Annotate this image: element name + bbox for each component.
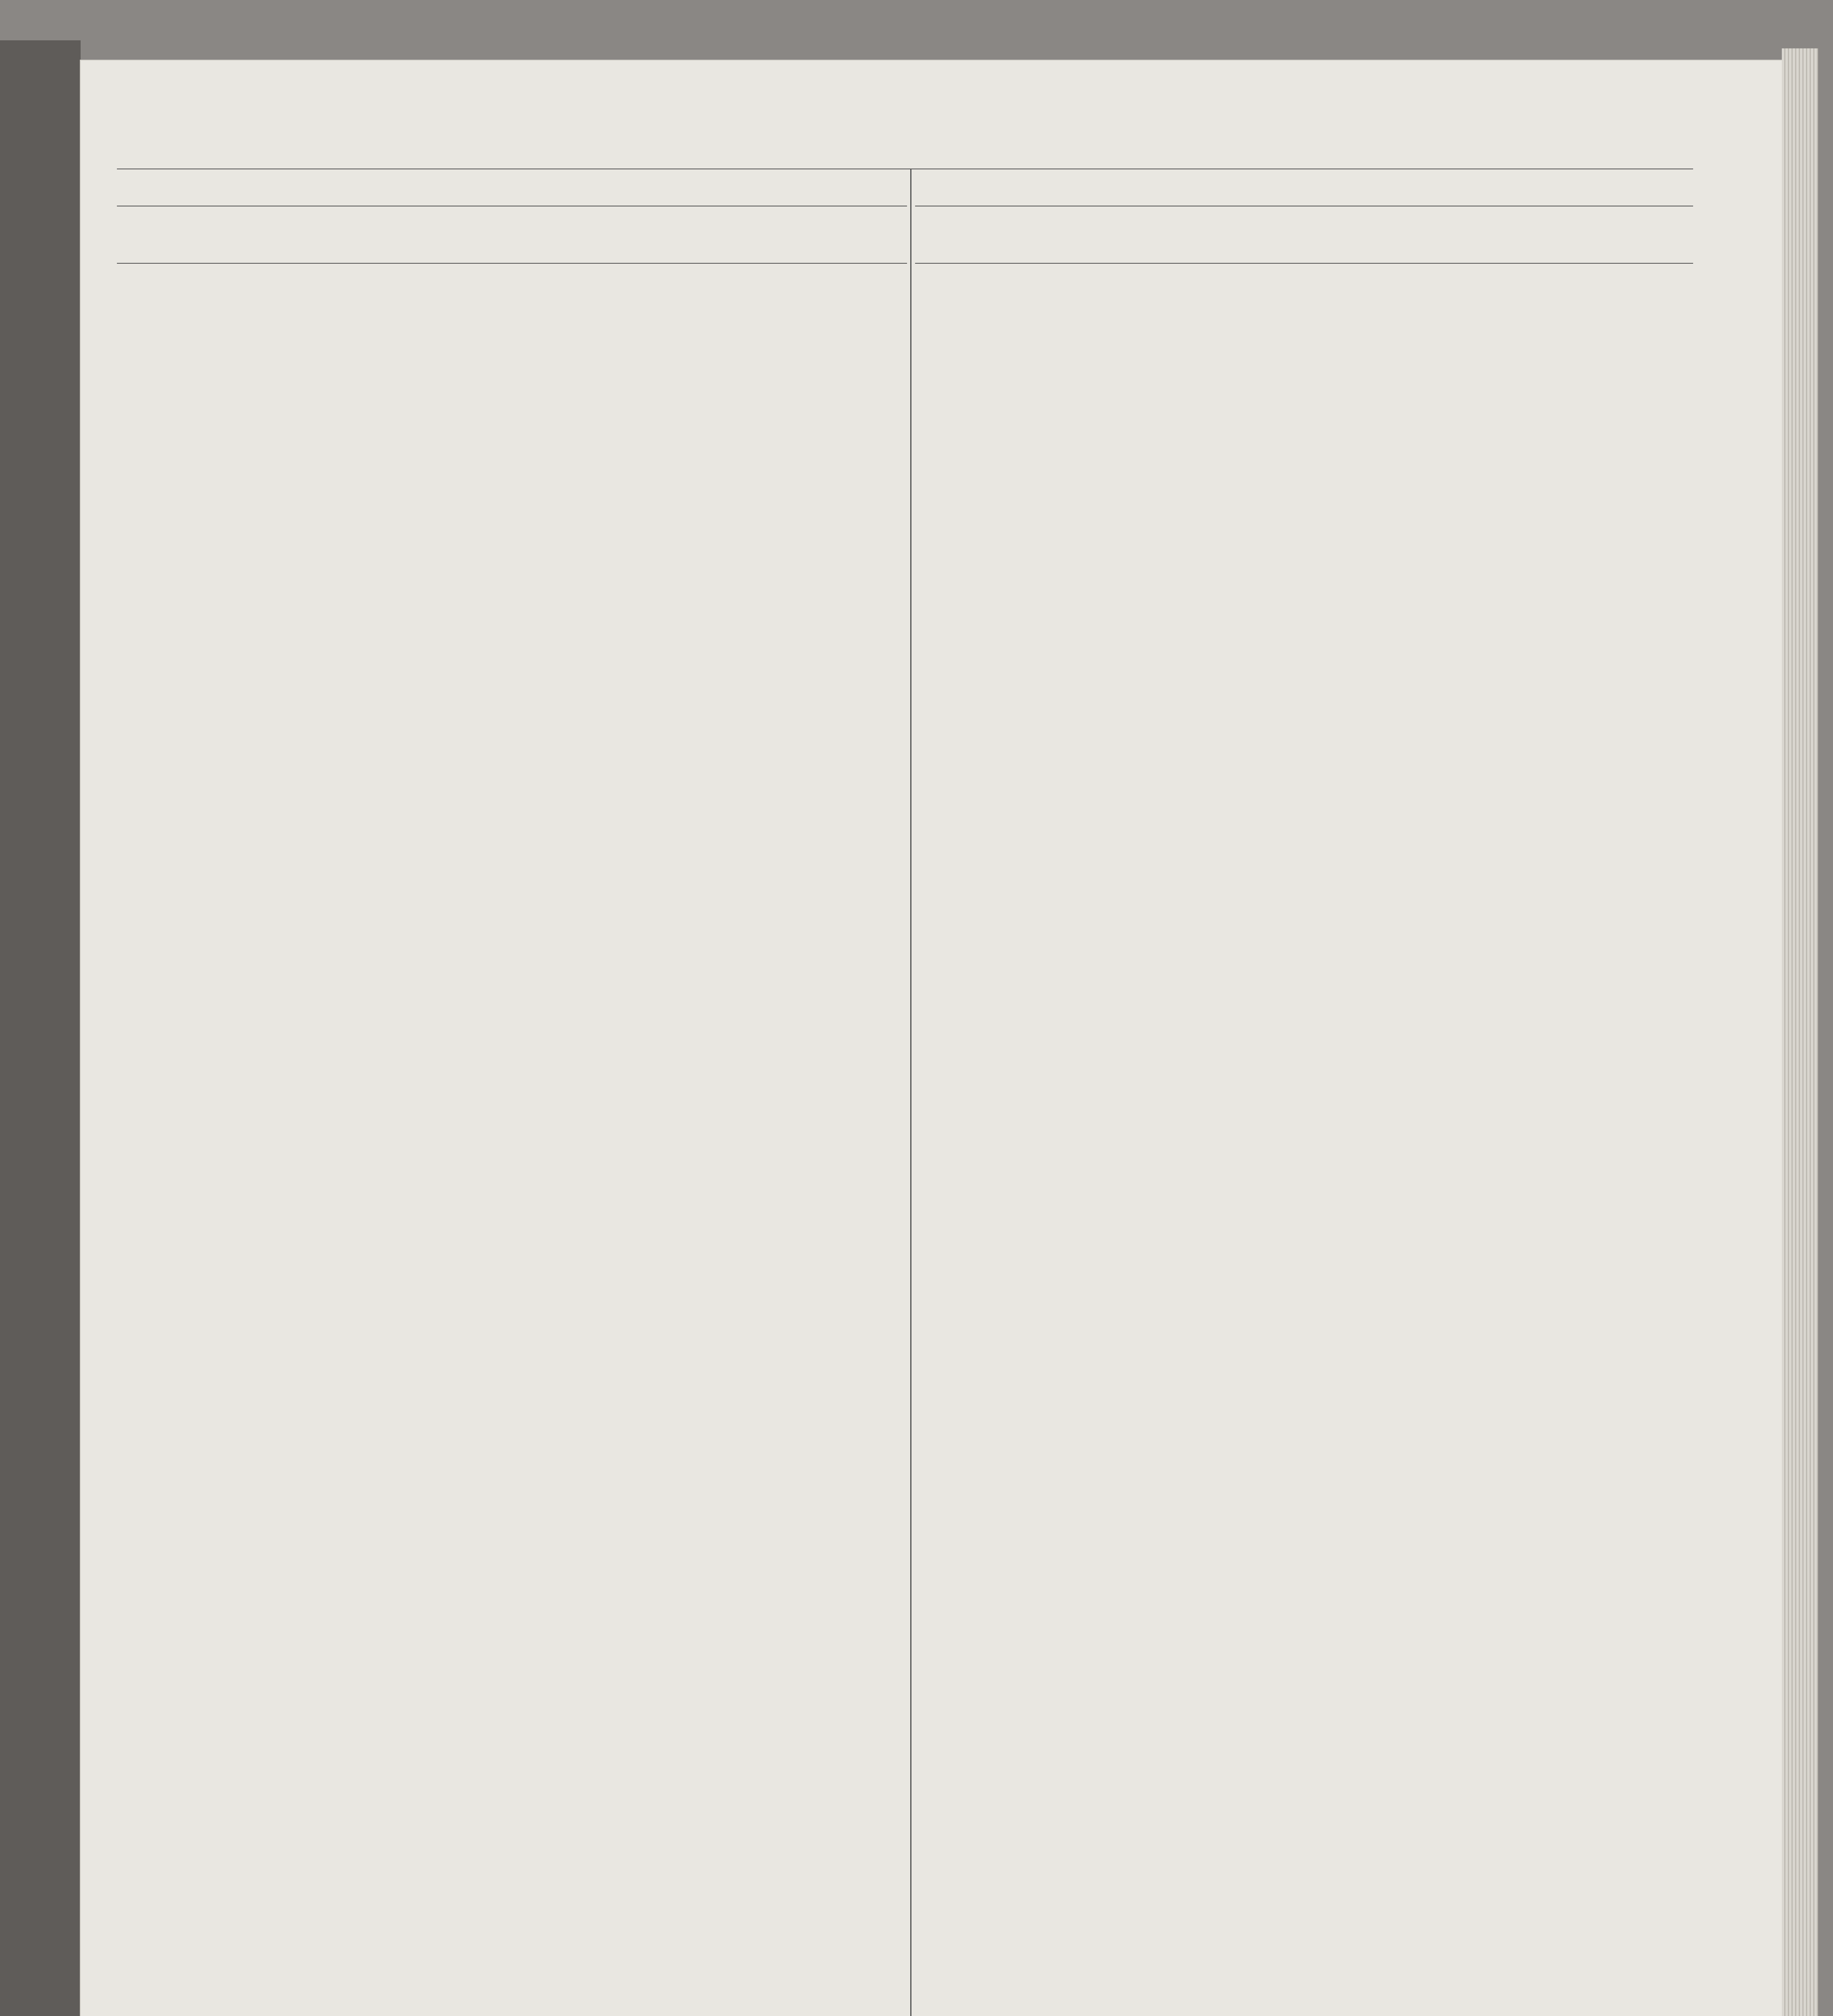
- left-half-listing: [117, 169, 907, 2016]
- center-column-rule: [910, 169, 911, 2016]
- right-half-listing: [915, 169, 1693, 2016]
- binding-gutter: [0, 40, 81, 2016]
- column-header-left: [117, 206, 907, 264]
- column-header-right: [915, 206, 1693, 264]
- page-stack-edge: [1782, 48, 1818, 2016]
